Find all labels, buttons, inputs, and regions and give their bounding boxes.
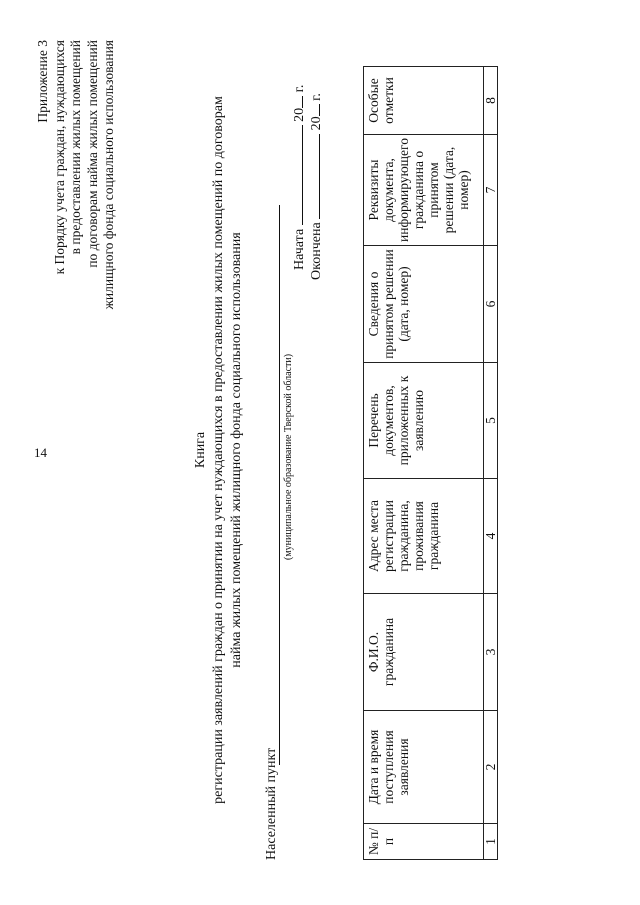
locality-label: Населенный пункт [264, 747, 279, 860]
finished-year-blank [307, 104, 320, 116]
started-date-line [290, 85, 308, 270]
appendix-heading [35, 40, 118, 360]
table-header-cell: Адрес места регистрации гражданина, проживания гражданина [364, 479, 484, 594]
table-header-cell: Перечень документов, приложенных к заявлению [364, 363, 484, 479]
registration-table [363, 66, 498, 860]
table-header-cell: Особые отметки [364, 67, 484, 135]
table-number-cell: 2 [484, 711, 498, 824]
locality-hint: (муниципальное образование Тверской области) [283, 353, 294, 560]
table-number-cell: 1 [484, 824, 498, 860]
appendix-line: Приложение 3 [35, 40, 50, 123]
table-header-cell: Сведения о принятом решении (дата, номер) [364, 246, 484, 363]
finished-date-line [307, 93, 325, 280]
table-number-row [484, 67, 498, 860]
appendix-line: к Порядку учета граждан, нуждающихся [51, 40, 67, 275]
finished-year: 20 [309, 116, 324, 131]
started-blank [290, 125, 303, 225]
book-subtitle-line: найма жилых помещений жилищного фонда социального использования [229, 232, 244, 668]
table-number-cell: 5 [484, 363, 498, 479]
book-subtitle [210, 40, 246, 860]
table-header-row [364, 67, 484, 860]
table-header-cell: Реквизиты документа, информирующего гражданина о принятом решении (дата, номер) [364, 135, 484, 246]
table-number-cell: 7 [484, 135, 498, 246]
page-number: 14 [34, 445, 47, 460]
started-label: Начата [292, 228, 307, 270]
book-title: Книга [193, 431, 208, 469]
appendix-line: по договорам найма жилых помещений [84, 40, 100, 268]
finished-blank [307, 134, 320, 219]
finished-suffix: г. [309, 93, 324, 101]
appendix-line: жилищного фонда социального использования [101, 40, 116, 310]
started-year-blank [290, 96, 303, 108]
book-subtitle-line: регистрации заявлений граждан о принятии на учет нуждающихся в предоставлении жилых помещений по договорам [211, 96, 226, 804]
rotated-page-content [0, 40, 560, 860]
table-number-cell: 3 [484, 594, 498, 711]
table-header-cell: Ф.И.О. гражданина [364, 594, 484, 711]
table-number-cell: 8 [484, 67, 498, 135]
table-header-cell: № п/п [364, 824, 484, 860]
appendix-line: в предоставлении жилых помещений [68, 40, 83, 255]
locality-fill-line [279, 205, 280, 765]
table-number-cell: 4 [484, 479, 498, 594]
table-number-cell: 6 [484, 246, 498, 363]
started-suffix: г. [292, 84, 307, 93]
finished-label: Окончена [309, 222, 324, 280]
table-header-cell: Дата и время поступления заявления [364, 711, 484, 824]
started-year: 20 [292, 107, 307, 122]
